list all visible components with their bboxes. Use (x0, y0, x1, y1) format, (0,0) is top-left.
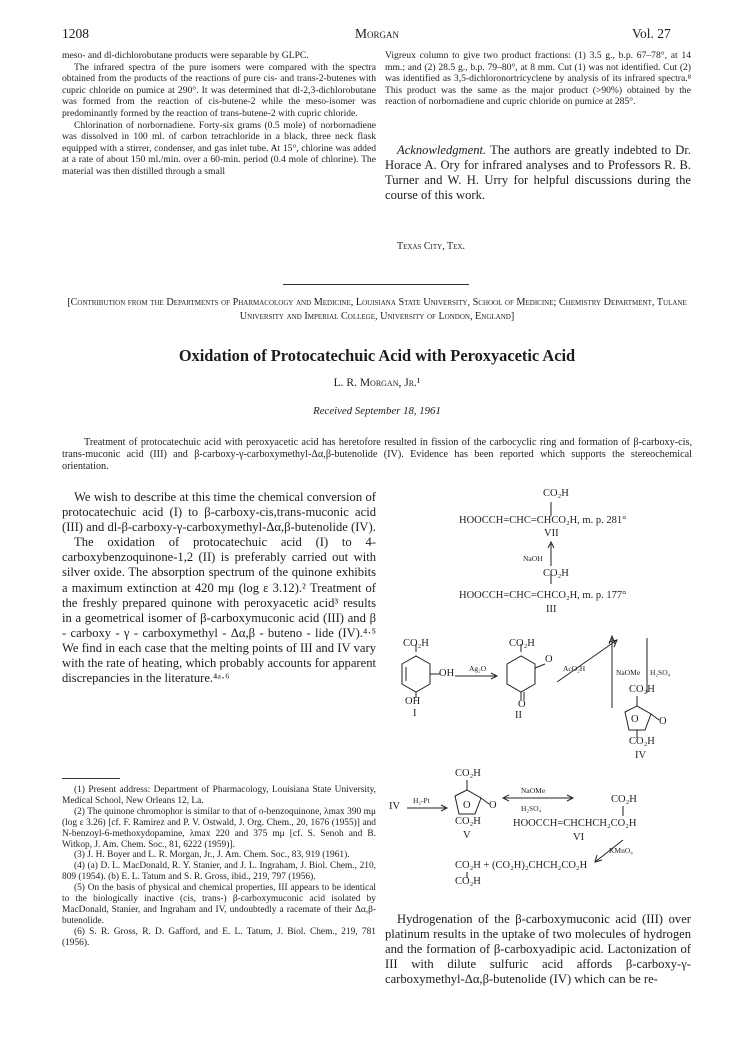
footnote-1: (1) Present address: Department of Pharmacology, Louisiana State University, Medical School, New Orleans 12, La. (62, 785, 376, 806)
intro-para-1: We wish to describe at this time the chemical conversion of protocatechuic acid (I) to β-carboxy-cis,trans-muconic acid (III) and dl-β-carboxy-γ-carboxymethyl-Δα,β-butenolide (IV). (62, 490, 376, 535)
vii-label: VII (544, 528, 559, 539)
intro-para-2: The oxidation of protocatechuic acid (I) to 4-carboxybenzoquinone-1,2 (II) is preferably carried out with silver oxide. The absorption spectrum of the quinone exhibits a maximum extinction at 420 mμ (log ε 3.12).² Treatment of the freshly prepared quinone with peroxyacetic acid³ results in a geometrical isomer of β-carboxymuconic acid (III) and β - carboxy - γ - carboxymethyl - Δα,β - buteno - lide (IV).⁴·⁵ We find in each case that the melting points of III and IV vary with the rate of heating, which probably accounts for apparent discrepancies in the literature.⁴ᵃ·⁶ (62, 535, 376, 686)
h2so4-label-2: H₂SO₄ (521, 804, 542, 813)
vi-formula: HOOCCH=CHCHCH₂CO₂H (513, 818, 637, 829)
iv-co2h-top: CO₂H (629, 684, 655, 695)
location: Texas City, Tex. (397, 241, 465, 252)
naome-label: NaOMe (616, 668, 641, 677)
label-ii: II (515, 710, 522, 721)
acknowledgment-label: Acknowledgment. (397, 143, 487, 157)
footnote-rule (62, 778, 120, 779)
footnote-5: (5) On the basis of physical and chemical properties, III appears to be identical to the biologically inactive (cis, trans-) β-carboxymuconic acid isolated by MacDonald, Stanier, and Ingraham and IV, undoubtedly a racemate of their Δα,β-butenolide. (62, 883, 376, 926)
v-o-right: O (489, 800, 497, 811)
kmno4-label: KMnO₄ (609, 846, 633, 855)
vii-formula: HOOCCH=CHC=CHCO₂H, m. p. 281° (459, 515, 627, 526)
iii-co2h: CO₂H (543, 568, 569, 579)
iv-co2h-bottom: CO₂H (629, 736, 655, 747)
separator-rule (283, 284, 469, 285)
iv-ring-o: O (631, 714, 639, 725)
v-ring-o: O (463, 800, 471, 811)
bottom-right-paragraph: Hydrogenation of the β-carboxymuconic acid (III) over platinum results in the uptake of two molecules of hydrogen and the formation of β-carboxyadipic acid. Lactonization of III with dilute sulfuric acid affords β-carboxy-γ-carboxymethyl-Δα,β-butenolide (IV) which can be re- (385, 912, 691, 987)
top-left-para-1: meso- and dl-dichlorobutane products were separable by GLPC. (62, 50, 309, 61)
footnotes (62, 785, 376, 949)
ii-o-bottom: O (518, 699, 526, 710)
acknowledgment (385, 143, 691, 203)
iii-label: III (546, 604, 557, 615)
aco2h-label: AcO₂H (563, 664, 586, 673)
footnote-6: (6) S. R. Gross, R. D. Gafford, and E. L. Tatum, J. Biol. Chem., 219, 781 (1956). (62, 926, 376, 948)
naoh-label: NaOH (523, 554, 543, 563)
label-i: I (413, 708, 417, 719)
page-number: 1208 (62, 26, 89, 41)
iv-lead: IV (389, 801, 401, 812)
iv-o-right: O (659, 716, 667, 727)
footnote-2: (2) The quinone chromophor is similar to that of o-benzoquinone, λmax 390 mμ (log ε 3.26) [cf. F. Ramirez and P. V. Ostwald, J. Org. Chem., 20, 1676 (1955)] and N-benzoyl-6-methoxydopamine, λmax 220 and 375 mμ [cf. S. Senoh and B. Witkop, J. Am. Chem. Soc., 81, 6222 (1959)]. (62, 806, 376, 850)
top-left-column (62, 50, 376, 178)
bottom-formula: CO₂H + (CO₂H)₂CHCH₂CO₂H (455, 860, 588, 871)
ii-o-right: O (545, 654, 553, 665)
top-right-para: Vigreux column to give two product fractions: (1) 3.5 g., b.p. 67–78°, at 14 mm.; and (2) 28.5 g., b.p. 79–80°, at 8 mm. Cut (1) was not identified. Cut (2) was identified as 3,5-dichloronortricyclene by analysis of its infrared spectra.⁸ This product was the same as the major product (>90%) obtained by the reaction of norbornadiene and cupric chloride on pumice at 285°. (385, 50, 691, 108)
contribution-line: [Contribution from the Departments of Pharmacology and Medicine, Louisiana State University, School of Medicine; Chemistry Department, Tulane University and Imperial College, University of London, England] (67, 297, 687, 322)
top-right-column (385, 50, 691, 108)
ii-co2h: CO₂H (509, 638, 535, 649)
v-co2h-top: CO₂H (455, 768, 481, 779)
top-left-para-2: The infrared spectra of the pure isomers were compared with the spectra obtained from the products of the reactions of pure cis- and trans-2-butenes with cupric chloride on pumice at 290°. It was determined that dl-2,3-dichlorobutane was formed from the reaction of cis-butene-2 while the meso-isomer was predominantly formed by the reaction of trans-butene-2 with cupric chloride. (62, 61, 376, 119)
abstract: Treatment of protocatechuic acid with peroxyacetic acid has heretofore resulted in fission of the carbocyclic ring and formation of β-carboxy-cis, trans-muconic acid (III) and β-carboxy-γ-carboxymethyl-Δα,β-butenolide (IV). Evidence has been reported which supports the stereochemical orientation. (62, 437, 692, 473)
iii-formula: HOOCCH=CHC=CHCO₂H, m. p. 177° (459, 590, 627, 601)
v-co2h-bottom: CO₂H (455, 816, 481, 827)
bottom-co2h: CO₂H (455, 876, 481, 887)
top-left-para-3: Chlorination of norbornadiene. Forty-six grams (0.5 mole) of norbornadiene was dissolved in 100 ml. of carbon tetrachloride in a black, three neck flask equipped with a stirrer, condenser, and gas inlet tube. At 15°, chlorine was added at a rate of about 150 ml./min. over a 60-min. period (0.4 mole of chlorine). The material was then distilled through a small (62, 119, 376, 177)
ag2o-label: Ag₂O (469, 664, 487, 673)
received-date: Received September 18, 1961 (313, 405, 441, 417)
label-vi: VI (573, 832, 585, 843)
author: L. R. Morgan, Jr.¹ (333, 377, 421, 389)
vi-co2h: CO₂H (611, 794, 637, 805)
intro-text (62, 490, 376, 686)
reaction-scheme (385, 488, 695, 888)
label-v: V (463, 830, 471, 841)
h2so4-label: H₂SO₄ (650, 668, 671, 677)
volume: Vol. 27 (632, 26, 671, 41)
i-oh-right: OH (439, 668, 455, 679)
acknowledgment-text: The authors are greatly indebted to Dr. Horace A. Ory for infrared analyses and to Professors R. B. Turner and W. H. Urry for helpful discussions during the course of this work. (385, 143, 691, 203)
vii-co2h: CO₂H (543, 488, 569, 499)
h2pt-label: H₂-Pt (413, 796, 430, 805)
i-co2h: CO₂H (403, 638, 429, 649)
i-oh-bottom: OH (405, 696, 421, 707)
label-iv: IV (635, 750, 647, 761)
naome-label-2: NaOMe (521, 786, 546, 795)
footnote-4: (4) (a) D. L. MacDonald, R. Y. Stanier, and J. L. Ingraham, J. Biol. Chem., 210, 809 (1954). (b) E. L. Tatum and S. R. Gross, ibid., 219, 797 (1956). (62, 861, 376, 883)
running-head: Morgan (355, 26, 400, 41)
article-title: Oxidation of Protocatechuic Acid with Peroxyacetic Acid (178, 346, 576, 365)
footnote-3: (3) J. H. Boyer and L. R. Morgan, Jr., J. Am. Chem. Soc., 83, 919 (1961). (74, 850, 350, 861)
